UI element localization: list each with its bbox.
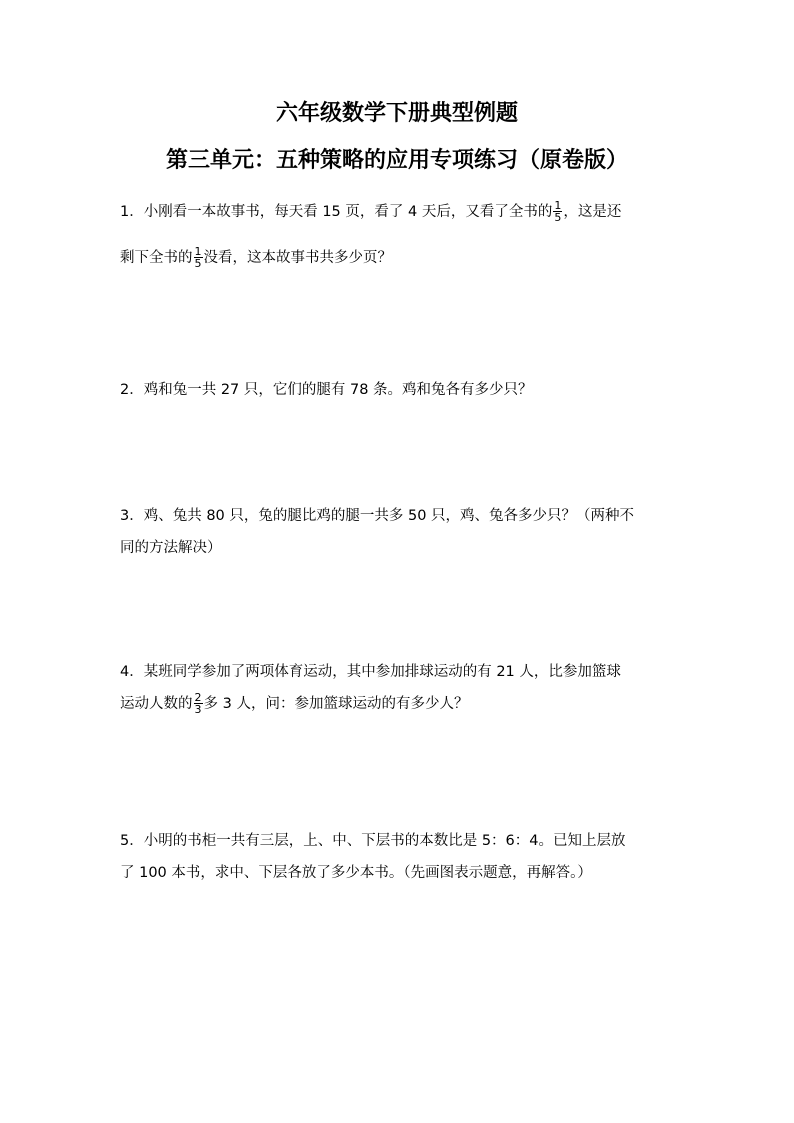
fraction-numerator: 2 xyxy=(194,690,202,704)
question-5-line-2: 了 100 本书，求中、下层各放了多少本书。（先画图表示题意，再解答。） xyxy=(120,865,592,881)
question-1-line-1 xyxy=(120,200,621,224)
fraction-denominator: 5 xyxy=(194,256,202,270)
fraction-one-fifth xyxy=(194,246,203,269)
fraction-numerator: 1 xyxy=(194,244,202,258)
question-4-line-2 xyxy=(120,692,468,716)
question-1-text-d: 没看，这本故事书共多少页？ xyxy=(203,250,392,266)
question-4-text-b: 多 3 人，问：参加篮球运动的有多少人？ xyxy=(203,696,469,712)
question-1-text-a: 1．小刚看一本故事书，每天看 15 页，看了 4 天后，又看了全书的 xyxy=(120,204,553,220)
question-3-line-2: 同的方法解决） xyxy=(120,540,222,556)
question-2-line-1: 2．鸡和兔一共 27 只，它们的腿有 78 条。鸡和兔各有多少只？ xyxy=(120,382,533,398)
question-5-line-1: 5．小明的书柜一共有三层，上、中、下层书的本数比是 5：6：4。已知上层放 xyxy=(120,833,626,849)
question-3-line-1: 3．鸡、兔共 80 只，兔的腿比鸡的腿一共多 50 只，鸡、兔各多少只？（两种不 xyxy=(120,508,635,524)
question-1-text-c: 剩下全书的 xyxy=(120,250,193,266)
fraction-numerator: 1 xyxy=(554,198,562,212)
fraction-denominator: 3 xyxy=(194,702,202,716)
question-4-line-1: 4．某班同学参加了两项体育运动，其中参加排球运动的有 21 人，比参加篮球 xyxy=(120,664,621,680)
question-1-line-2 xyxy=(120,246,392,270)
fraction-one-fifth xyxy=(553,200,562,223)
question-4-text-a: 运动人数的 xyxy=(120,696,193,712)
question-1-text-b: ，这是还 xyxy=(563,204,622,220)
page-title: 六年级数学下册典型例题 xyxy=(275,100,518,126)
fraction-denominator: 5 xyxy=(554,210,562,224)
fraction-two-thirds xyxy=(194,692,203,715)
page-subtitle: 第三单元：五种策略的应用专项练习（原卷版） xyxy=(165,147,628,173)
